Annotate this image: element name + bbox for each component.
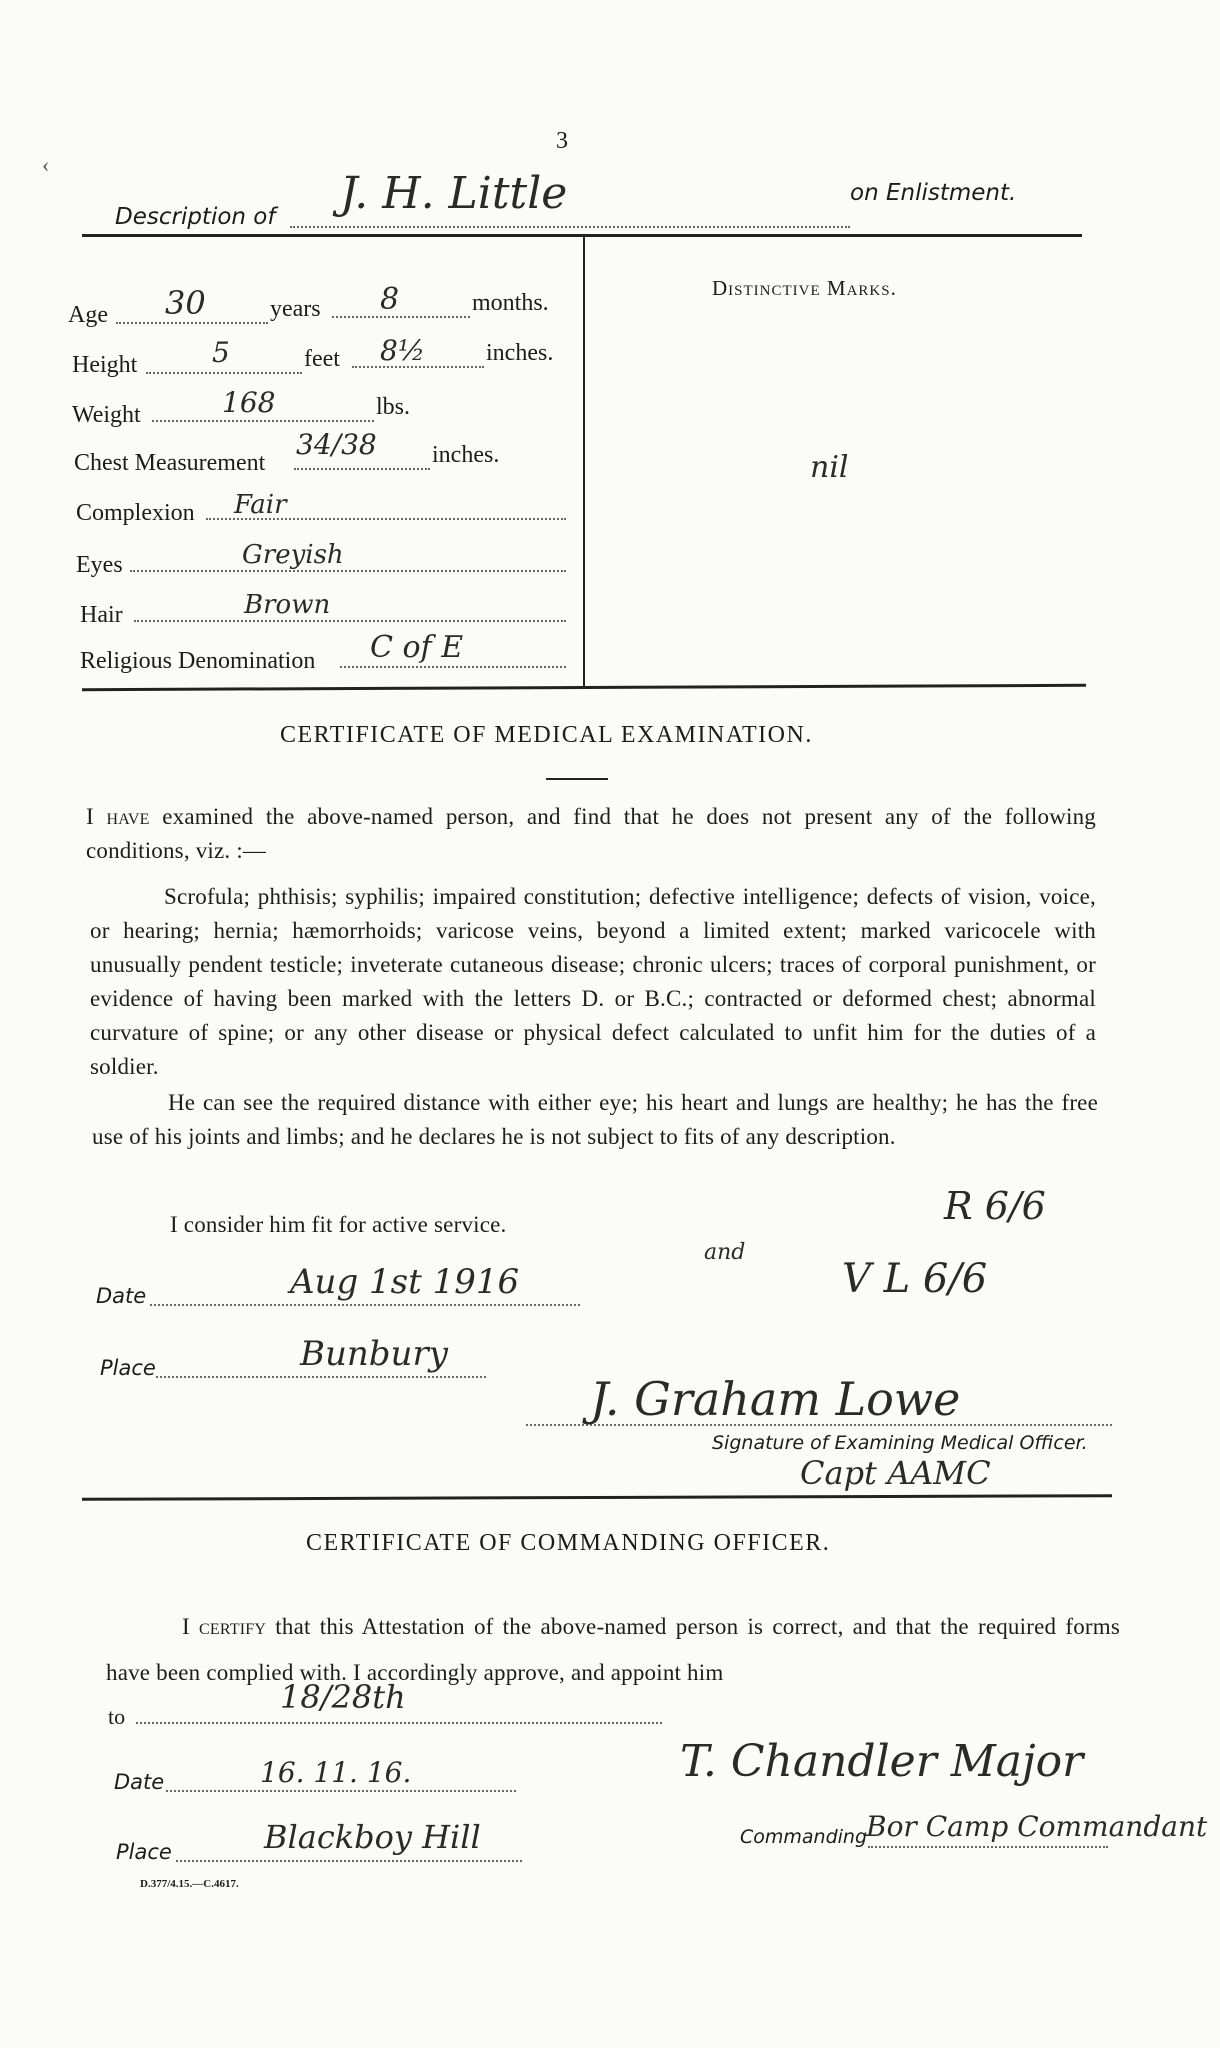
medical-sight: He can see the required distance with either eye; his heart and lungs are healthy; he has the free use of his joints and limbs; and he declares he is not subject to fits of any description.	[92, 1090, 1098, 1149]
complexion-value: Fair	[234, 490, 287, 520]
vision-note-r: R 6/6	[944, 1184, 1046, 1228]
commanding-to-value: 18/28th	[280, 1678, 406, 1716]
religion-line	[340, 666, 566, 668]
commanding-title: CERTIFICATE OF COMMANDING OFFICER.	[306, 1530, 831, 1556]
medical-date-line	[150, 1304, 580, 1306]
chest-value: 34/38	[296, 428, 377, 461]
commanding-to-label: to	[108, 1704, 126, 1729]
commanding-place-value: Blackboy Hill	[264, 1818, 481, 1856]
eyes-line	[130, 570, 566, 572]
months-label: months.	[472, 290, 549, 316]
medical-place-value: Bunbury	[300, 1334, 448, 1374]
height-inches-value: 8½	[380, 334, 425, 367]
religion-value: C of E	[370, 630, 464, 665]
chest-inches-label: inches.	[432, 442, 500, 468]
medical-intro	[86, 800, 1096, 868]
commanding-signature-value: T. Chandler Major	[680, 1736, 1084, 1787]
medical-signature-value: J. Graham Lowe	[590, 1372, 961, 1426]
enlistee-name: J. H. Little	[340, 168, 568, 219]
commanding-certify-lead: I certify	[182, 1614, 267, 1639]
commanding-date-label: Date	[114, 1770, 165, 1794]
medical-date-value: Aug 1st 1916	[290, 1262, 520, 1302]
medical-fit: I consider him fit for active service.	[170, 1212, 507, 1237]
footer-code: D.377/4.15.—C.4617.	[140, 1878, 239, 1890]
vision-note-vl: V L 6/6	[842, 1256, 988, 1302]
distinctive-marks-value: nil	[810, 450, 849, 485]
hair-label: Hair	[80, 602, 123, 628]
inches-label: inches.	[486, 340, 554, 366]
on-enlistment-label: on Enlistment.	[850, 180, 1017, 206]
commanding-to-line	[136, 1722, 662, 1724]
feet-label: feet	[304, 346, 340, 372]
medical-conditions: Scrofula; phthisis; syphilis; impaired constitution; defective intelligence; defects of vision, voice, or hearing; hernia; hæmorrhoids; varicose veins, beyond a limited extent; marked varicocele with unusually pendent testicle; inveterate cutaneous disease; chronic ulcers; traces of corporal punishment, or evidence of having been marked with the letters D. or B.C.; contracted or deformed chest; abnormal curvature of spine; or any other disease or physical defect calculated to unfit him for the duties of a soldier.	[90, 884, 1096, 1079]
section-rule-commanding	[82, 1494, 1112, 1501]
religion-label: Religious Denomination	[80, 648, 316, 674]
weight-value: 168	[222, 386, 276, 419]
distinctive-marks-label: Distinctive Marks.	[712, 276, 897, 300]
age-months-value: 8	[380, 282, 400, 317]
lbs-label: lbs.	[376, 394, 411, 420]
age-years-line	[116, 322, 268, 324]
hair-value: Brown	[244, 590, 331, 620]
medical-date-label: Date	[96, 1284, 147, 1308]
medical-rank-value: Capt AAMC	[800, 1454, 991, 1492]
hair-line	[134, 620, 566, 622]
commanding-label: Commanding	[740, 1826, 868, 1848]
height-label: Height	[72, 352, 138, 378]
medical-intro-rest: examined the above-named person, and find that he does not present any of the following conditions, viz. :—	[86, 804, 1097, 863]
commanding-date-line	[166, 1790, 516, 1792]
stray-mark: ‹	[42, 152, 50, 177]
medical-signature-label: Signature of Examining Medical Officer.	[712, 1432, 1088, 1454]
age-years-value: 30	[165, 284, 206, 322]
header-rule	[82, 234, 1082, 237]
complexion-label: Complexion	[76, 500, 195, 526]
eyes-label: Eyes	[76, 552, 123, 578]
medical-intro-lead: I have	[86, 804, 150, 829]
height-feet-line	[146, 372, 302, 374]
chest-line	[294, 468, 430, 470]
commanding-certify-rest: that this Attestation of the above-named person is correct, and that the required forms have been complied with. I accordingly approve, and appoint him	[106, 1614, 1121, 1685]
name-dotted-line	[290, 226, 850, 228]
commanding-certify	[106, 1604, 1120, 1696]
commanding-date-value: 16. 11. 16.	[260, 1756, 412, 1789]
weight-label: Weight	[72, 402, 141, 428]
medical-place-line	[156, 1376, 486, 1378]
eyes-value: Greyish	[242, 540, 344, 570]
medical-place-label: Place	[100, 1356, 156, 1380]
age-months-line	[332, 316, 470, 318]
page-number: 3	[556, 128, 568, 154]
commanding-place-label: Place	[116, 1840, 172, 1864]
commanding-line	[868, 1846, 1108, 1848]
weight-line	[152, 420, 374, 422]
chest-label: Chest Measurement	[74, 450, 266, 476]
years-label: years	[270, 296, 321, 322]
commanding-value: Bor Camp Commandant	[866, 1810, 1208, 1843]
commanding-place-line	[176, 1860, 522, 1862]
column-divider	[583, 237, 585, 687]
vision-note-and: and	[704, 1240, 746, 1265]
height-feet-value: 5	[212, 336, 230, 369]
age-label: Age	[68, 302, 108, 328]
medical-title: CERTIFICATE OF MEDICAL EXAMINATION.	[280, 722, 813, 748]
description-of-label: Description of	[115, 204, 276, 230]
medical-title-underline	[546, 778, 608, 780]
